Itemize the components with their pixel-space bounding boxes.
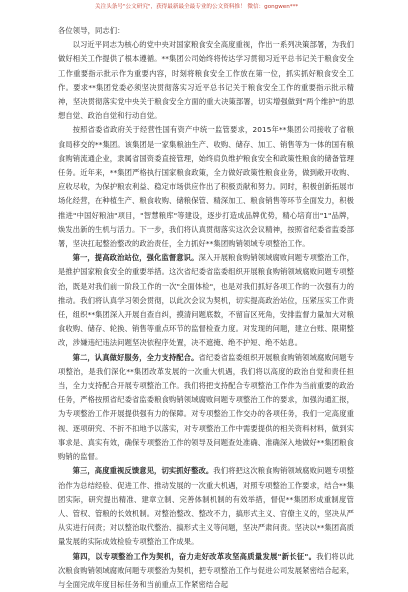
document-body xyxy=(58,24,354,592)
paragraph-point-2 xyxy=(58,351,354,465)
paragraph-text: 省纪委省监委组织开展粮食购销领域腐败问题专项整治，是我们深化**集团改革发展的一次重大机遇，我们将以高度的政治自觉和责任担当，全力支持配合开展专项整治工作。我们将把支持配合专项整治工作作为当前重要的政治任务，严格按照省纪委省监委粮食购销领域腐败问题专项整治工作的要求，加强沟通汇报，为专项整治工作开展提供强有力的保障。对专项整治工作交办的各项任务，我们一定高度重视、逐项研究、不折不扣地予以落实，对专项整治工作中需要提供的相关资料材料，做到实事求是、真实有效，确保专项整治工作的领导及问题查处准确、准确深入地做好**集团粮食购销的监督。 xyxy=(58,352,354,462)
section-heading: 第四，以专项整治工作为契机，奋力走好改革攻坚高质量发展"新长征"。 xyxy=(72,551,317,561)
section-heading: 第一，提高政治站位，强化监督意识。 xyxy=(72,253,199,263)
paragraph-text: 以习近平同志为核心的党中央对国家粮食安全高度重视，作出一系列决策部署，为我们做好相关工作提供了根本遵循。**集团公司始终将传达学习贯彻习近平总书记关于粮食安全工作重要指示批示作为重要内容，时刻将粮食安全工作放在第一位，抓实抓好粮食安全工作。要求**集团党委必须坚决贯彻落实习近平总书记关于粮食安全工作的重要指示批示精神，坚决贯彻落实党中央关于粮食安全方面的重大决策部署，切实增强做到"两个维护"的思想自觉、政治自觉和行动自觉。 xyxy=(58,40,354,121)
paragraph-point-1 xyxy=(58,251,354,350)
paragraph-text: 我们将把这次粮食购销领域腐败问题专项整治作为总结经验、促进工作、推动发展的一次重大机遇，对照专项整治工作要求，结合**集团实际，研究提出精准、建章立制、完善体制机制的有效举措，督促**集团形成重制度管人、管权、管粮的长效机制。对整治整改、整改不力，搞形式主义、官僚主义的，坚决从严从实进行问责；对以整治取代整治、搞形式主义等问题，坚决严肃问责。坚决以**集团高质量发展的实际成效检验专项整治工作成果。 xyxy=(58,466,354,547)
greeting: 各位领导，同志们： xyxy=(58,26,125,35)
paragraph-text: 深入开展粮食购销领域腐败问题专项整治工作，是推护国家粮食安全的重要举措。这次省纪委省监委组织开展粮食购销领域腐败问题专项整治，既是对我们前一阶段工作的一次"全面体检"，也是对我们抓好各项工作的一次强有力的推动。我们将认真学习领会贯彻，以此次会议为契机，切实提高政治站位，压紧压实工作责任，组织**集团深入开展自查自纠，摸清问题底数，不留盲区死角，安排监督力量加大对粮食收购、储存、轮换、销售等重点环节的监督检查力度。对发现的问题，建立台账、限期整改，涉嫌违纪违法问题坚决依程序处置，决不遮掩、绝不护短、绝不姑息。 xyxy=(58,253,354,348)
paragraph-background xyxy=(58,123,354,251)
paragraph-point-4 xyxy=(58,550,354,592)
section-heading: 第三，高度重视反馈意见，切实抓好整改。 xyxy=(72,466,214,476)
paragraph-point-3 xyxy=(58,464,354,549)
header-banner: 关注头条号"公文研究"，获得最新最全最专业的公文资料推！ 微信：gongwen*** xyxy=(95,4,299,10)
paragraph-intro xyxy=(58,38,354,123)
paragraph-text: 我们将以此次粮食购销领域腐败问题专项整治为契机，把专项整治工作与促进公司发展紧密结合起来，与全面完成年度目标任务和当前重点工作紧密结合起 xyxy=(58,551,355,589)
paragraph-text: 按照省委省政府关于经营性国有资产中统一监管要求，2015年**集团公司接收了省粮食局移交的**集团。该集团是一家集粮油生产、收购、储存、加工、销售等为一体的国有粮食购销流通企业，隶属省国资委直接管理，始终肩负维护粮食安全和政策性粮食的储备管理任务。近年来，**集团严格执行国家粮食政策，全力做好政策性粮食业务，做到敞开收购、应收尽收，为保护粮农利益、稳定市场供应作出了积极贡献和努力。同时，积极创新拓展市场化经营，在种植生产、粮食收购、储粮保管、精深加工、粮食销售等环节全面发力，积极推进"中国好粮油"项目，"智慧粮库"等建设，逐步打造成品牌优势，精心培育出"1"品牌，焕发出新的生机与活力。下一步，我们将认真贯彻落实这次会议精神，按照省纪委省监委部署，坚决扛起整治整改的政治责任，全力抓好**集团购销领域专项整治工作。 xyxy=(58,125,354,249)
section-heading: 第二，认真做好服务，全力支持配合。 xyxy=(72,352,199,362)
